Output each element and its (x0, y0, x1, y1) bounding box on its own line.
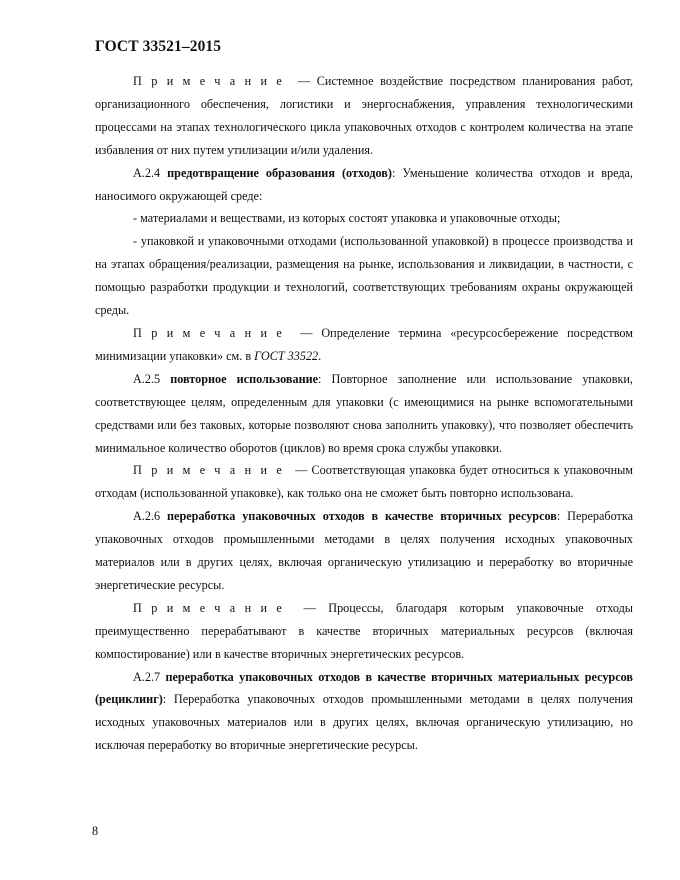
list-item: - упаковкой и упаковочными отходами (использованной упаковкой) в процессе производства и на этапах обращения/реализации, размещения на рынке, использования и ликвидации, в частности, с помощью разработки продукции и технологий, соответствующих требованиям охраны окружающей среды. (95, 234, 633, 318)
page-number: 8 (92, 824, 99, 838)
definition: : Переработка упаковочных отходов промышленными методами в целях получения исходных упаковочных материалов или в других целях, включая органическую утилизацию, но исключая переработку во вторичные энергетические ресурсы. (95, 692, 633, 753)
note-resource-saving (95, 322, 633, 368)
document-body (95, 70, 633, 757)
note-system-impact (95, 70, 633, 162)
note-text: — Соответствующая упаковка будет относиться к упаковочным отходам (использованной упаковке), как только она не сможет быть повторно использована. (95, 463, 633, 501)
section-a24 (95, 162, 633, 208)
term: повторное использование (170, 371, 319, 386)
note-processes (95, 597, 633, 666)
term: переработка упаковочных отходов в качестве вторичных ресурсов (167, 509, 557, 524)
section-number: А.2.4 (133, 165, 168, 180)
note-text-end: . (318, 348, 322, 363)
definition: : Уменьшение количества отходов и вреда, наносимого окружающей среде: (95, 165, 633, 203)
section-a26 (95, 505, 633, 597)
note-label: Примечание (133, 325, 292, 340)
standard-reference: ГОСТ 33522 (254, 348, 319, 363)
section-a27 (95, 666, 633, 758)
definition: : Повторное заполнение или использование упаковки, соответствующее целям, определенным для упаковки (с имеющимися на рынке вспомогательными средствами или без таковых, которые позволяют снова заполнить упаковку), что позволяет обеспечить минимальное количество оборотов (циклов) во время срока службы упаковки. (95, 371, 633, 455)
section-number: А.2.7 (133, 669, 166, 684)
note-text: — Процессы, благодаря которым упаковочные отходы преимущественно перерабатывают в качестве вторичных материальных ресурсов (включая компостирование) или в качестве вторичных энергетических ресурсов. (95, 600, 633, 661)
note-label: Примечание (133, 600, 292, 615)
note-label: Примечание (133, 463, 292, 478)
note-text: — Системное воздействие посредством планирования работ, организационного обеспечения, логистики и энергоснабжения, управления технологическими процессами на этапах технологического цикла упаковочных отходов с контролем количества на этапе избавления от них путем утилизации и/или удаления. (95, 74, 633, 157)
document-header: ГОСТ 33521–2015 (95, 38, 222, 55)
section-a25 (95, 368, 633, 460)
term: предотвращение образования (отходов) (167, 165, 392, 180)
list-item: - материалами и веществами, из которых состоят упаковка и упаковочные отходы; (133, 211, 561, 226)
section-number: А.2.5 (133, 371, 171, 386)
note-reuse (95, 459, 633, 505)
note-label: Примечание (133, 74, 292, 88)
section-number: А.2.6 (133, 509, 168, 524)
definition: : Переработка упаковочных отходов промышленными методами в целях получения исходных упаковочных материалов или в других целях, включая органическую утилизацию и переработку во вторичные энергетические ресурсы. (95, 509, 634, 592)
term: переработка упаковочных отходов в качестве вторичных материальных ресурсов (рециклинг) (95, 669, 633, 707)
note-text: — Определение термина «ресурсосбережение посредством минимизации упаковки» см. в (95, 325, 633, 363)
